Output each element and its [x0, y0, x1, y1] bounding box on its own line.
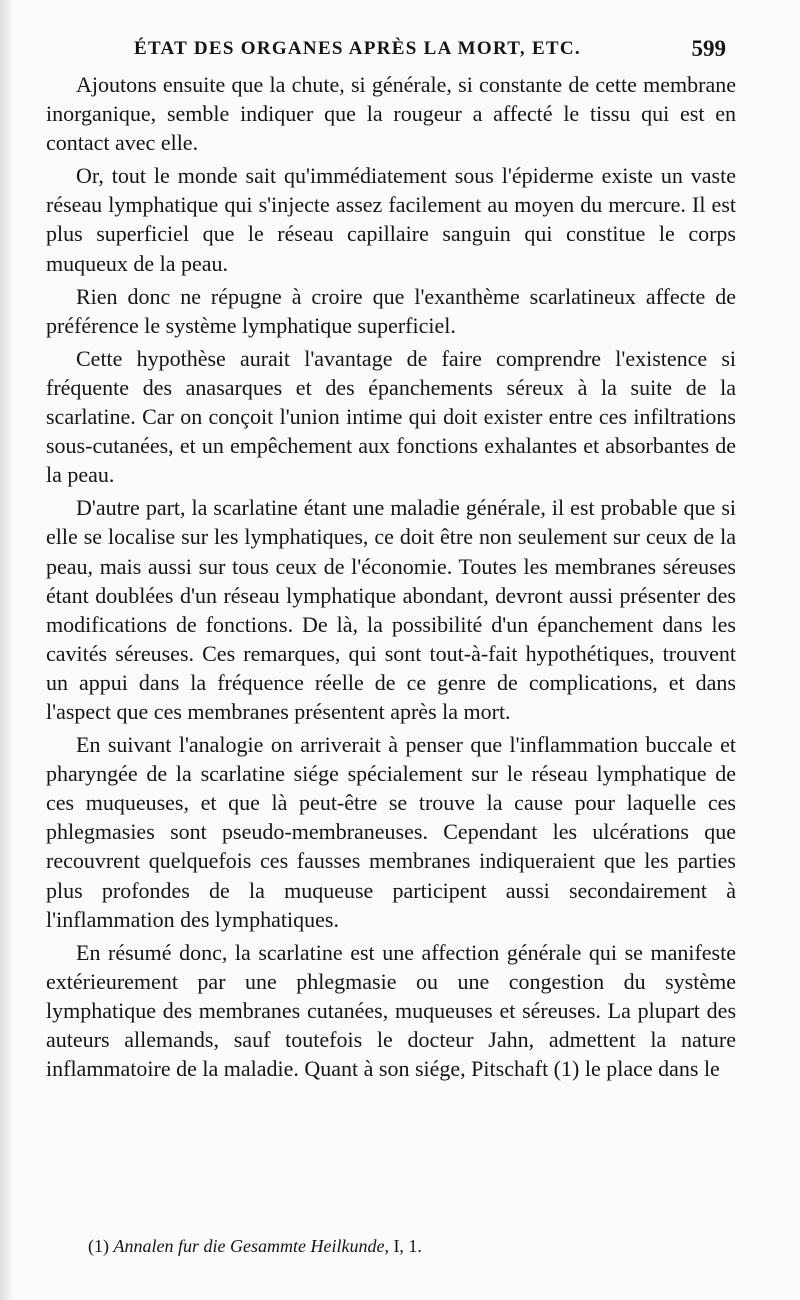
paragraph-4: Cette hypothèse aurait l'avantage de faire comprendre l'existence si fréquente des anasarques et des épanchements séreux à la suite de la scarlatine. Car on conçoit l'union intime qui doit exister entre ces infiltrations sous-cutanées, et un empêchement aux fonctions exhalantes et absorbantes de la peau.: [46, 345, 736, 488]
paragraph-7: En résumé donc, la scarlatine est une affection générale qui se manifeste extérieurement par une phlegmasie ou une congestion du système lymphatique des membranes cutanées, muqueuses et séreuses. La plupart des auteurs allemands, sauf toutefois le docteur Jahn, admettent la nature inflammatoire de la maladie. Quant à son siége, Pitschaft (1) le place dans le: [46, 939, 736, 1082]
paragraph-3: Rien donc ne répugne à croire que l'exanthème scarlatineux affecte de préférence le système lymphatique superficiel.: [46, 283, 736, 338]
paragraph-2: Or, tout le monde sait qu'immédiatement sous l'épiderme existe un vaste réseau lymphatique qui s'injecte assez facilement au moyen du mercure. Il est plus superficiel que le réseau capillaire sanguin qui constitue le corps muqueux de la peau.: [46, 163, 736, 276]
footnote-source: Annalen fur die Gesammte Heilkunde: [113, 1236, 385, 1256]
footnote-marker: (1): [88, 1236, 109, 1256]
page-number: 599: [691, 36, 726, 61]
page-header: [48, 38, 732, 68]
footnote: [88, 1236, 728, 1257]
running-head: ÉTAT DES ORGANES APRÈS LA MORT, ETC.: [134, 38, 581, 59]
paragraph-1: Ajoutons ensuite que la chute, si générale, si constante de cette membrane inorganique, semble indiquer que la rougeur a affecté le tissu qui est en contact avec elle.: [46, 72, 736, 156]
page-edge-shadow: [0, 0, 14, 1300]
footnote-reference: , I, 1.: [384, 1236, 422, 1256]
paragraph-5: D'autre part, la scarlatine étant une maladie générale, il est probable que si elle se localise sur les lymphatiques, ce doit être non seulement sur ceux de la peau, mais aussi sur tous ceux de l'économie. Toutes les membranes séreuses étant doublées d'un réseau lymphatique abondant, devront aussi présenter des modifications de fonctions. De là, la possibilité d'un épanchement dans les cavités séreuses. Ces remarques, qui sont tout-à-fait hypothétiques, trouvent un appui dans la fréquence réelle de ce genre de complications, et dans l'aspect que ces membranes présentent après la mort.: [46, 495, 736, 724]
paragraph-6: En suivant l'analogie on arriverait à penser que l'inflammation buccale et pharyngée de la scarlatine siége spécialement sur le réseau lymphatique de ces muqueuses, et que là peut-être se trouve la cause pour laquelle ces phlegmasies sont pseudo-membraneuses. Cependant les ulcérations que recouvrent quelquefois ces fausses membranes indiqueraient que les parties plus profondes de la muqueuse participent aussi secondairement à l'inflammation des lymphatiques.: [46, 732, 736, 932]
body-text: [46, 70, 736, 1087]
